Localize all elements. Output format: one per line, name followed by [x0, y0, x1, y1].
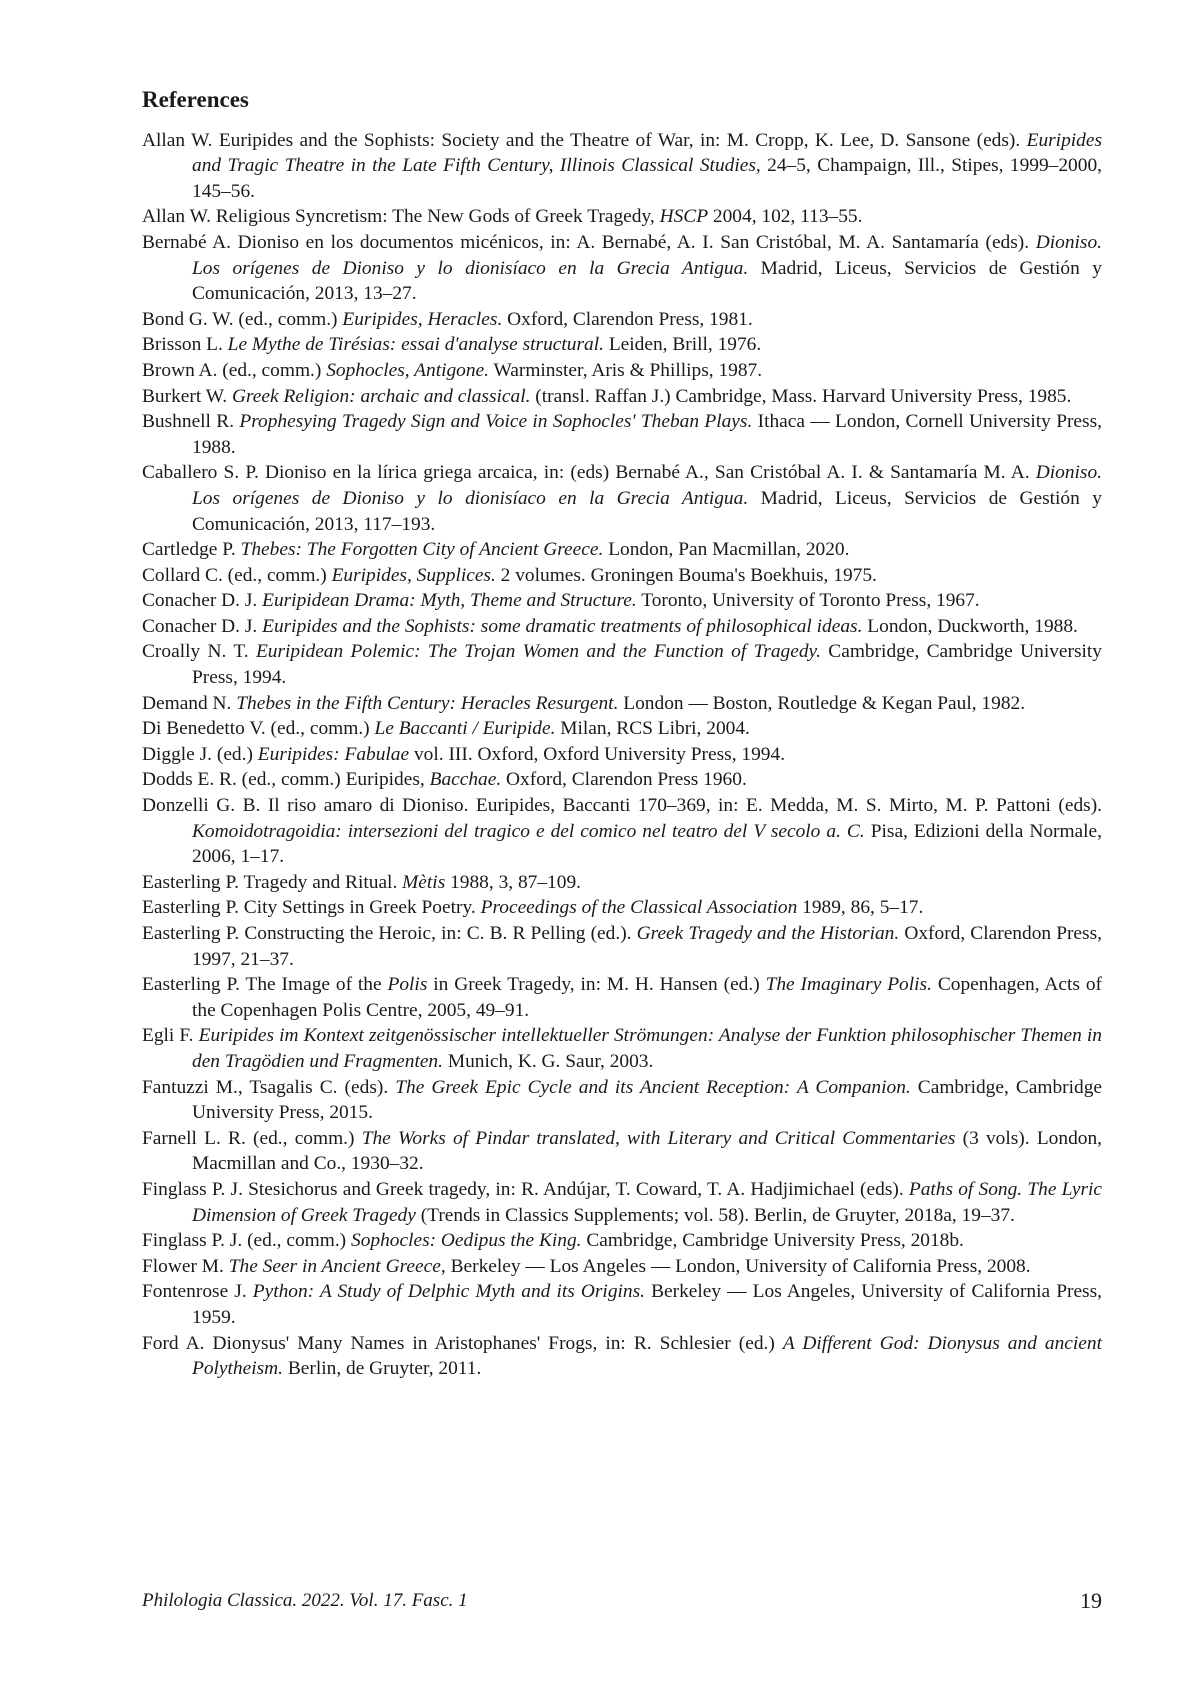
reference-text: Madrid, Liceus, Servicios de Gestión y Comunicación, 2013, 13–27.	[192, 257, 1102, 305]
reference-entry	[142, 895, 1102, 921]
reference-entry	[142, 1331, 1102, 1382]
reference-title: Sophocles: Oedipus the King.	[351, 1230, 582, 1252]
reference-text: Conacher D. J.	[142, 615, 263, 637]
reference-entry	[142, 1126, 1102, 1177]
reference-text: Oxford, Clarendon Press 1960.	[501, 769, 747, 791]
reference-title: Greek Tragedy and the Historian.	[636, 923, 900, 944]
reference-entry	[142, 614, 1102, 640]
reference-text: Leiden, Brill, 1976.	[603, 334, 762, 356]
reference-entry	[142, 742, 1102, 768]
reference-entry	[142, 1279, 1102, 1330]
reference-title: Dioniso. Los orígenes de Dioniso y lo dionisíaco en la Grecia Antigua.	[192, 462, 1102, 509]
reference-entry	[142, 409, 1102, 460]
reference-entry	[142, 1228, 1102, 1254]
reference-title: Euripides and the Sophists: some dramatic treatments of philosophical ideas.	[262, 615, 863, 637]
reference-text: Oxford, Clarendon Press, 1981.	[502, 308, 753, 330]
reference-entry	[142, 1075, 1102, 1126]
reference-text: Cambridge, Cambridge University Press, 2018b.	[581, 1230, 964, 1252]
reference-text: Bernabé A. Dioniso en los documentos micénicos, in: A. Bernabé, A. I. San Cristóbal, M. A. Santamaría (eds).	[142, 231, 1036, 253]
reference-text: , Berkeley — Los Angeles — London, University of California Press, 2008.	[440, 1255, 1031, 1277]
reference-text: in Greek Tragedy, in: M. H. Hansen (ed.)	[427, 974, 766, 996]
reference-entry	[142, 767, 1102, 793]
reference-text: Flower M.	[142, 1255, 229, 1277]
reference-entry	[142, 1254, 1102, 1280]
reference-title: Euripides: Fabulae	[257, 743, 410, 765]
section-heading: References	[142, 87, 249, 112]
reference-text: vol. III. Oxford, Oxford University Press, 1994.	[409, 743, 786, 765]
reference-title: Le Mythe de Tirésias: essai d'analyse structural.	[227, 334, 604, 356]
reference-text: Allan W. Euripides and the Sophists: Society and the Theatre of War, in: M. Cropp, K. Lee, D. Sansone (eds).	[142, 129, 1027, 151]
reference-text: , 24–5, Champaign, Ill., Stipes, 1999–2000, 145–56.	[192, 155, 1102, 202]
reference-text: Ford A. Dionysus' Many Names in Aristophanes' Frogs, in: R. Schlesier (ed.)	[142, 1332, 783, 1354]
reference-entry	[142, 230, 1102, 307]
reference-entry	[142, 870, 1102, 896]
reference-text: Easterling P. Constructing the Heroic, in: C. B. R Pelling (ed.).	[142, 923, 637, 944]
reference-entry	[142, 972, 1102, 1023]
reference-text: (3 vols). London, Macmillan and Co., 1930–32.	[192, 1127, 1102, 1175]
reference-text: (transl. Raffan J.) Cambridge, Mass. Harvard University Press, 1985.	[530, 385, 1072, 407]
reference-text: Burkert W.	[142, 385, 232, 407]
reference-entry	[142, 128, 1102, 205]
reference-title: Euripides, Heracles.	[342, 308, 503, 330]
reference-text: London, Pan Macmillan, 2020.	[603, 539, 850, 561]
reference-title: Dioniso. Los orígenes de Dioniso y lo dionisíaco en la Grecia Antigua.	[192, 231, 1102, 279]
reference-title: Thebes: The Forgotten City of Ancient Greece.	[240, 539, 604, 561]
reference-title: Sophocles, Antigone.	[326, 359, 490, 381]
reference-text: Fontenrose J.	[142, 1281, 253, 1303]
reference-entry	[142, 691, 1102, 717]
reference-title: Paths of Song. The Lyric Dimension of Greek Tragedy	[192, 1178, 1102, 1226]
reference-text: 1989, 86, 5–17.	[797, 897, 924, 919]
reference-text: 2 volumes. Groningen Bouma's Boekhuis, 1975.	[495, 564, 877, 586]
reference-title: Python: A Study of Delphic Myth and its Origins.	[252, 1281, 645, 1303]
reference-text: Farnell L. R. (ed., comm.)	[142, 1127, 362, 1149]
reference-title: Euripidean Polemic: The Trojan Women and the Function of Tragedy.	[255, 641, 821, 663]
reference-text: Donzelli G. B. Il riso amaro di Dioniso. Euripides, Baccanti 170–369, in: E. Medda, M. S. Mirto, M. P. Pattoni (eds).	[142, 795, 1102, 817]
reference-entry	[142, 332, 1102, 358]
reference-text: London, Duckworth, 1988.	[862, 615, 1078, 637]
reference-text: Di Benedetto V. (ed., comm.)	[142, 718, 375, 740]
reference-entry	[142, 1177, 1102, 1228]
reference-text: 1988, 3, 87–109.	[445, 871, 581, 893]
reference-title: Polis	[387, 974, 428, 996]
reference-text: Croally N. T.	[142, 641, 256, 663]
reference-title: Komoidotragoidia: intersezioni del tragico e del comico nel teatro del V secolo a. C.	[192, 820, 865, 842]
reference-text: Bond G. W. (ed., comm.)	[142, 308, 343, 330]
reference-text: Cartledge P.	[142, 539, 241, 561]
reference-title: HSCP	[659, 206, 709, 228]
reference-list	[142, 128, 1102, 1382]
reference-text: (Trends in Classics Supplements; vol. 58). Berlin, de Gruyter, 2018a, 19–37.	[415, 1204, 1015, 1226]
reference-text: Oxford, Clarendon Press, 1997, 21–37.	[192, 923, 1102, 970]
reference-entry	[142, 537, 1102, 563]
reference-text: Brisson L.	[142, 334, 228, 356]
reference-text: Dodds E. R. (ed., comm.) Euripides,	[142, 769, 430, 791]
reference-text: Pisa, Edizioni della Normale, 2006, 1–17.	[192, 820, 1103, 868]
reference-title: The Works of Pindar translated, with Literary and Critical Commentaries	[361, 1127, 956, 1149]
reference-text: Cambridge, Cambridge University Press, 1994.	[192, 641, 1102, 689]
reference-text: Munich, K. G. Saur, 2003.	[442, 1050, 654, 1072]
reference-text: Conacher D. J.	[142, 590, 263, 612]
reference-entry	[142, 460, 1102, 537]
reference-entry	[142, 716, 1102, 742]
reference-text: Diggle J. (ed.)	[142, 743, 258, 765]
page-footer	[142, 1590, 1102, 1620]
reference-entry	[142, 204, 1102, 230]
reference-title: Euripides, Supplices.	[331, 564, 496, 586]
reference-title: Euripides and Tragic Theatre in the Late Fifth Century, Illinois Classical Studies	[192, 129, 1102, 177]
reference-text: London — Boston, Routledge & Kegan Paul, 1982.	[618, 692, 1026, 714]
reference-text: Egli F.	[142, 1025, 199, 1047]
reference-text: Ithaca — London, Cornell University Press, 1988.	[192, 411, 1102, 458]
reference-entry	[142, 793, 1102, 870]
reference-title: The Seer in Ancient Greece	[228, 1255, 441, 1277]
reference-entry	[142, 639, 1102, 690]
reference-entry	[142, 384, 1102, 410]
reference-text: Berkeley — Los Angeles, University of California Press, 1959.	[192, 1281, 1102, 1328]
reference-text: Easterling P. Tragedy and Ritual.	[142, 871, 403, 893]
references-section	[142, 86, 1102, 1382]
reference-text: Finglass P. J. Stesichorus and Greek tragedy, in: R. Andújar, T. Coward, T. A. Hadjimichael (eds).	[142, 1178, 909, 1200]
reference-title: Thebes in the Fifth Century: Heracles Resurgent.	[236, 692, 619, 714]
reference-title: Euripidean Drama: Myth, Theme and Structure.	[262, 590, 637, 612]
reference-text: Easterling P. The Image of the	[142, 974, 388, 996]
reference-title: Bacchae.	[429, 769, 502, 791]
reference-entry	[142, 588, 1102, 614]
reference-text: Madrid, Liceus, Servicios de Gestión y Comunicación, 2013, 117–193.	[192, 487, 1102, 535]
reference-text: Demand N.	[142, 692, 237, 714]
reference-text: Collard C. (ed., comm.)	[142, 564, 332, 586]
reference-text: Allan W. Religious Syncretism: The New Gods of Greek Tragedy,	[142, 206, 660, 228]
reference-text: Berlin, de Gruyter, 2011.	[283, 1358, 482, 1380]
reference-title: The Imaginary Polis.	[765, 974, 932, 996]
reference-title: Proceedings of the Classical Association	[480, 897, 798, 919]
journal-citation: Philologia Classica. 2022. Vol. 17. Fasc. 1	[142, 1590, 468, 1611]
reference-text: Finglass P. J. (ed., comm.)	[142, 1230, 351, 1252]
reference-text: Milan, RCS Libri, 2004.	[555, 718, 750, 740]
reference-text: Warminster, Aris & Phillips, 1987.	[489, 359, 763, 381]
reference-text: Brown A. (ed., comm.)	[142, 359, 327, 381]
reference-entry	[142, 358, 1102, 384]
reference-title: A Different God: Dionysus and ancient Polytheism.	[192, 1332, 1102, 1380]
reference-title: Le Baccanti / Euripide.	[374, 718, 556, 740]
reference-entry	[142, 1023, 1102, 1074]
reference-text: Caballero S. P. Dioniso en la lírica griega arcaica, in: (eds) Bernabé A., San Cristóbal A. I. & Santamaría M. A.	[142, 462, 1036, 484]
reference-text: Fantuzzi M., Tsagalis C. (eds).	[142, 1076, 396, 1098]
reference-text: Easterling P. City Settings in Greek Poetry.	[142, 897, 481, 919]
reference-entry	[142, 563, 1102, 589]
reference-title: Prophesying Tragedy Sign and Voice in Sophocles' Theban Plays.	[239, 411, 753, 433]
reference-title: Mètis	[402, 871, 446, 893]
reference-text: 2004, 102, 113–55.	[708, 206, 863, 228]
reference-title: The Greek Epic Cycle and its Ancient Reception: A Companion.	[395, 1076, 911, 1098]
reference-entry	[142, 921, 1102, 972]
reference-text: Copenhagen, Acts of the Copenhagen Polis Centre, 2005, 49–91.	[192, 974, 1102, 1021]
reference-text: Cambridge, Cambridge University Press, 2015.	[192, 1076, 1102, 1124]
reference-title: Euripides im Kontext zeitgenössischer intellektueller Strömungen: Analyse der Funktion philosophischer Themen in den Tragödien und Fragmenten.	[192, 1025, 1102, 1072]
reference-text: Toronto, University of Toronto Press, 1967.	[636, 590, 980, 612]
reference-title: Greek Religion: archaic and classical.	[231, 385, 531, 407]
reference-entry	[142, 307, 1102, 333]
page-number: 19	[1080, 1588, 1102, 1613]
reference-text: Bushnell R.	[142, 411, 240, 433]
